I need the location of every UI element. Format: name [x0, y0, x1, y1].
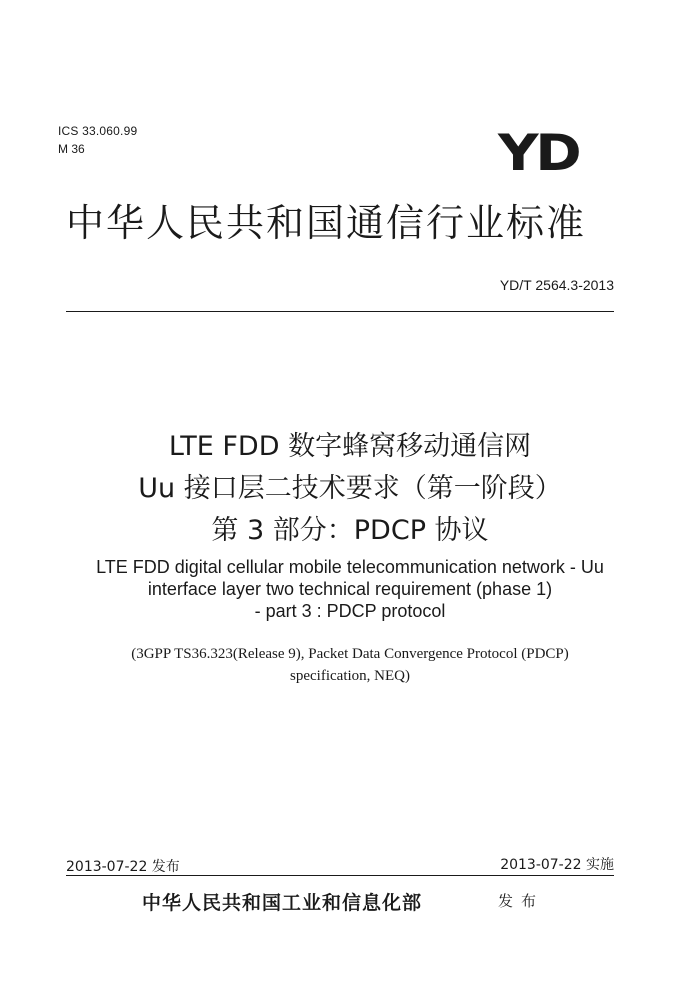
top-divider	[66, 311, 614, 312]
chinese-title-line: Uu 接口层二技术要求（第一阶段）	[138, 473, 562, 504]
issuing-authority: 中华人民共和国工业和信息化部	[142, 892, 423, 914]
classification-code: M 36	[58, 142, 85, 156]
chinese-title-line: 第 3 部分：PDCP 协议	[211, 515, 489, 546]
standard-number: YD/T 2564.3-2013	[499, 277, 614, 293]
standard-name: 中华人民共和国通信行业标准	[66, 201, 587, 245]
adoption-line: (3GPP TS36.323(Release 9), Packet Data Convergence Protocol (PDCP)	[131, 646, 569, 662]
implementation-date: 2013-07-22 实施	[500, 857, 614, 873]
english-title-line: - part 3 : PDCP protocol	[254, 601, 446, 621]
chinese-title-line: LTE FDD 数字蜂窝移动通信网	[168, 431, 532, 462]
english-title-line: interface layer two technical requirement (phase 1)	[147, 579, 553, 599]
yd-logo: YD	[498, 124, 579, 182]
ics-code: ICS 33.060.99	[58, 124, 138, 138]
chinese-title	[0, 426, 700, 552]
bottom-divider	[66, 875, 614, 876]
english-title-line: LTE FDD digital cellular mobile telecommunication network - Uu	[96, 557, 604, 577]
english-title	[0, 556, 700, 622]
adoption-line: specification, NEQ)	[290, 668, 410, 684]
issue-date: 2013-07-22 发布	[66, 859, 180, 875]
issue-label: 发布	[498, 892, 545, 910]
adoption-note	[0, 643, 700, 687]
